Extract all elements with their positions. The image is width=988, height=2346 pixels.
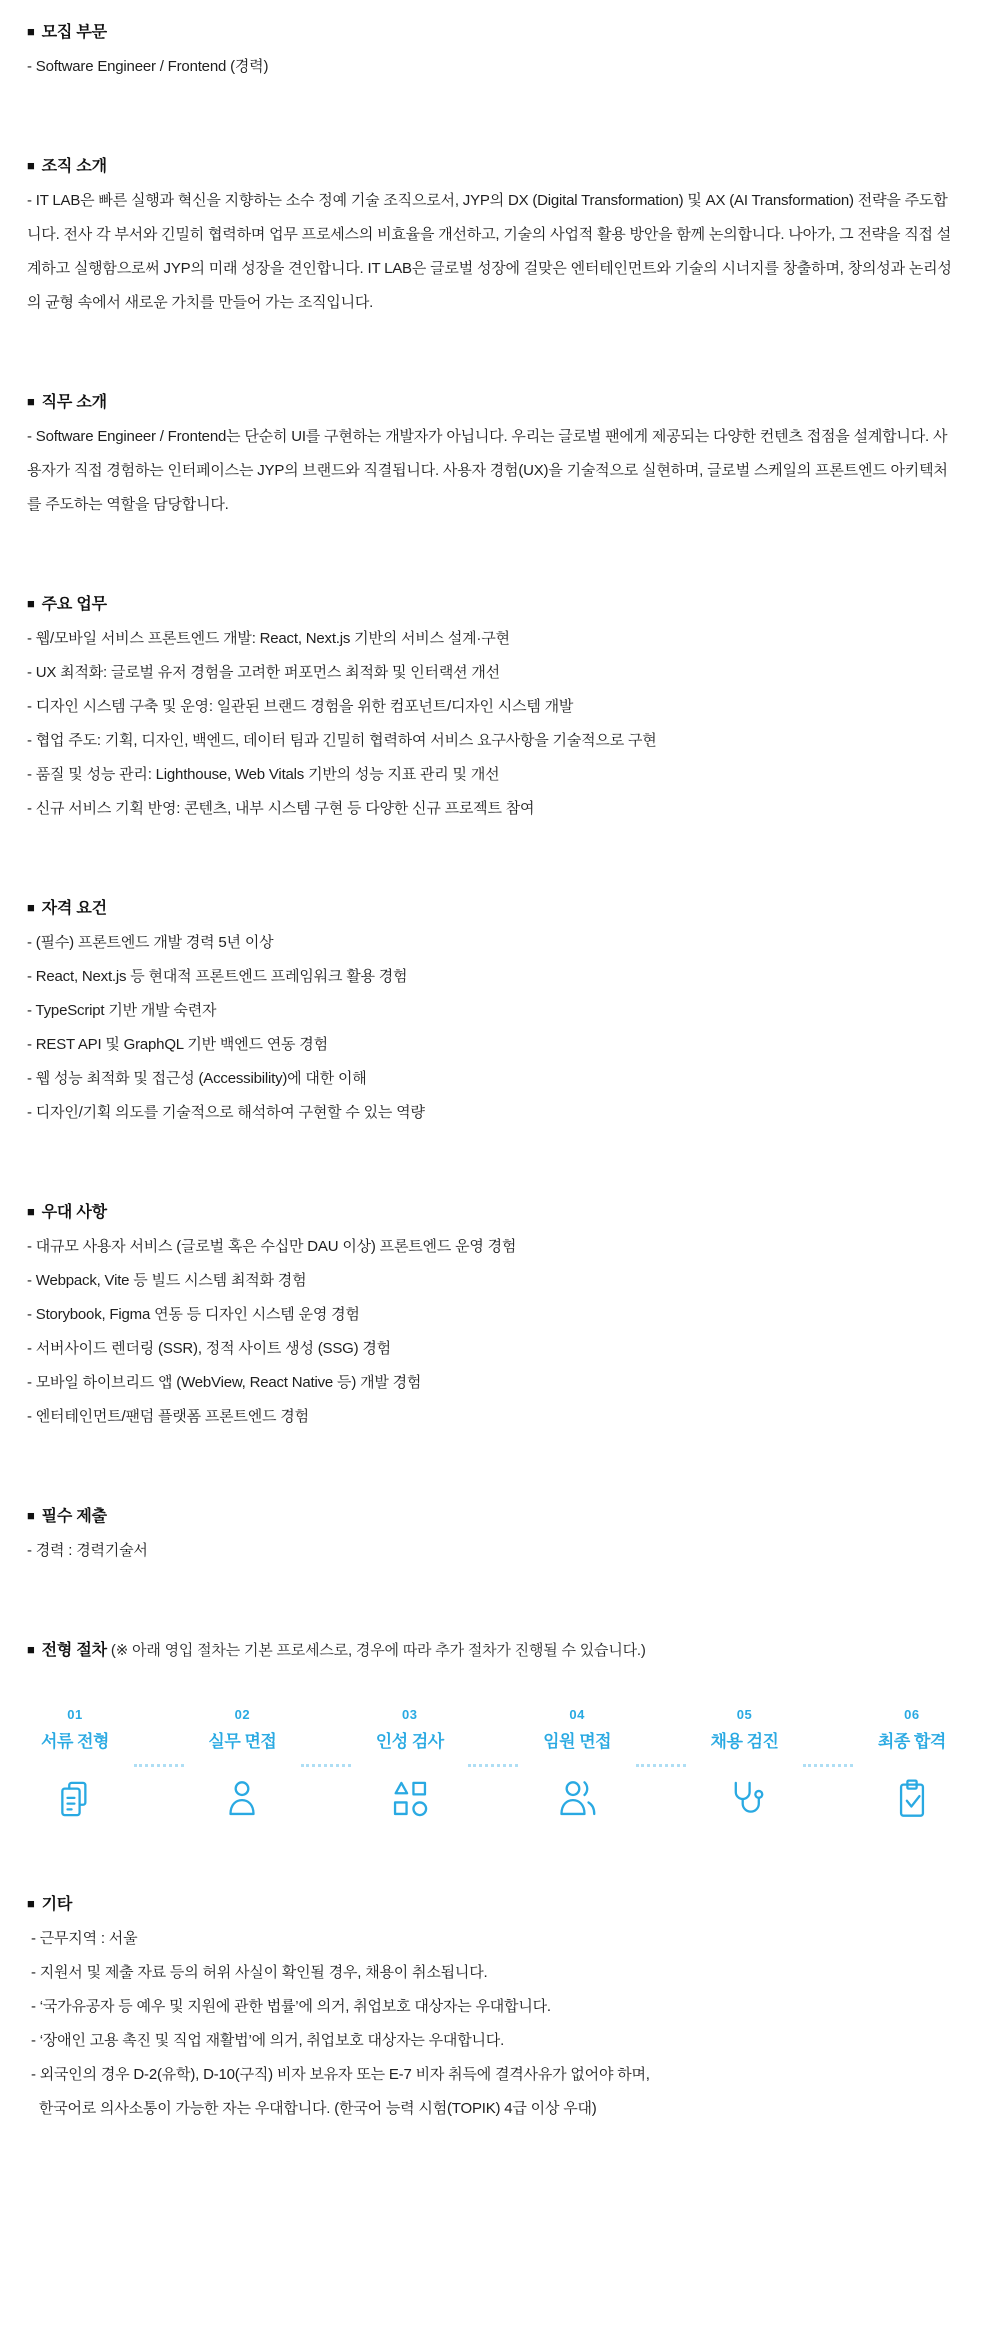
section-item: - (필수) 프론트엔드 개발 경력 5년 이상 bbox=[27, 934, 274, 951]
process-step-label: 인성 검사 bbox=[375, 1732, 444, 1751]
section-item: - 외국인의 경우 D-2(유학), D-10(구직) 비자 보유자 또는 E-7 비자 취득에 결격사유가 없어야 하며, bbox=[27, 2066, 650, 2083]
process-step-02 bbox=[194, 1708, 290, 1822]
section-title: 주요 업무 bbox=[41, 596, 107, 613]
section-job-intro bbox=[27, 386, 960, 522]
section-item: - 웹/모바일 서비스 프론트엔드 개발: React, Next.js 기반의 서비스 설계·구현 bbox=[27, 630, 510, 647]
job-posting-document bbox=[27, 16, 960, 2126]
process-note: (※ 아래 영입 절차는 기본 프로세스로, 경우에 따라 추가 절차가 진행될 수 있습니다.) bbox=[106, 1642, 646, 1659]
section-item: - UX 최적화: 글로벌 유저 경험을 고려한 퍼포먼스 최적화 및 인터랙션 개선 bbox=[27, 664, 500, 681]
section-marker-icon: ■ bbox=[27, 1204, 35, 1219]
section-item: - 지원서 및 제출 자료 등의 허위 사실이 확인될 경우, 채용이 취소됩니다. bbox=[27, 1964, 488, 1981]
section-item: - 모바일 하이브리드 앱 (WebView, React Native 등) 개발 경험 bbox=[27, 1374, 422, 1391]
section-heading-recruiting-field bbox=[27, 16, 960, 50]
people-icon bbox=[554, 1776, 600, 1822]
section-heading-preferred bbox=[27, 1196, 960, 1230]
section-title: 직무 소개 bbox=[41, 394, 107, 411]
section-item: - TypeScript 기반 개발 숙련자 bbox=[27, 1002, 217, 1019]
section-item: - 디자인 시스템 구축 및 운영: 일관된 브랜드 경험을 위한 컴포넌트/디자인 시스템 개발 bbox=[27, 698, 574, 715]
section-others bbox=[27, 1888, 960, 2126]
process-step-05 bbox=[697, 1708, 793, 1822]
process-step-number: 04 bbox=[569, 1707, 585, 1722]
section-item: - 경력 : 경력기술서 bbox=[27, 1542, 148, 1559]
process-step-06 bbox=[864, 1708, 960, 1822]
section-title: 전형 절차 bbox=[41, 1642, 107, 1659]
process-step-separator bbox=[134, 1764, 184, 1767]
documents-icon bbox=[52, 1776, 98, 1822]
section-heading-organization-intro bbox=[27, 150, 960, 184]
hiring-process-strip bbox=[27, 1708, 960, 1822]
process-step-01 bbox=[27, 1708, 123, 1822]
section-item: - 웹 성능 최적화 및 접근성 (Accessibility)에 대한 이해 bbox=[27, 1070, 367, 1087]
section-organization-intro bbox=[27, 150, 960, 320]
process-step-number: 03 bbox=[402, 1707, 418, 1722]
process-step-03 bbox=[362, 1708, 458, 1822]
section-heading-job-intro bbox=[27, 386, 960, 420]
process-step-separator bbox=[301, 1764, 351, 1767]
section-item: - 협업 주도: 기획, 디자인, 백엔드, 데이터 팀과 긴밀히 협력하여 서비스 요구사항을 기술적으로 구현 bbox=[27, 732, 657, 749]
section-heading-qualifications bbox=[27, 892, 960, 926]
section-item: - ‘국가유공자 등 예우 및 지원에 관한 법률’에 의거, 취업보호 대상자는 우대합니다. bbox=[27, 1998, 551, 2015]
section-heading-required-submission bbox=[27, 1500, 960, 1534]
section-title: 자격 요건 bbox=[41, 900, 107, 917]
section-item: - 근무지역 : 서울 bbox=[27, 1930, 138, 1947]
person-icon bbox=[219, 1776, 265, 1822]
process-step-number: 02 bbox=[234, 1707, 251, 1722]
clipboard-check-icon bbox=[889, 1776, 935, 1822]
process-step-separator bbox=[468, 1764, 518, 1767]
section-marker-icon: ■ bbox=[27, 394, 35, 409]
process-step-label: 서류 전형 bbox=[41, 1732, 109, 1751]
section-main-tasks bbox=[27, 588, 960, 826]
process-step-label: 채용 검진 bbox=[710, 1732, 779, 1751]
section-title: 기타 bbox=[41, 1896, 73, 1913]
stethoscope-icon bbox=[722, 1776, 768, 1822]
section-title: 모집 부문 bbox=[41, 24, 107, 41]
section-recruiting-field bbox=[27, 16, 960, 84]
process-step-number: 01 bbox=[67, 1707, 83, 1722]
process-step-04 bbox=[529, 1708, 625, 1822]
process-step-separator bbox=[636, 1764, 686, 1767]
section-item: - 신규 서비스 기획 반영: 콘텐츠, 내부 시스템 구현 등 다양한 신규 프로젝트 참여 bbox=[27, 800, 535, 817]
section-marker-icon: ■ bbox=[27, 1508, 35, 1523]
section-marker-icon: ■ bbox=[27, 1896, 35, 1911]
section-item: - 품질 및 성능 관리: Lighthouse, Web Vitals 기반의 성능 지표 관리 및 개선 bbox=[27, 766, 500, 783]
section-required-submission bbox=[27, 1500, 960, 1568]
section-item: - IT LAB은 빠른 실행과 혁신을 지향하는 소수 정예 기술 조직으로서, JYP의 DX (Digital Transformation) 및 AX (AI Transformation) 전략을 주도합니다. 전사 각 부서와 긴밀히 협력하며 업무 프로세스의 비효율을 개선하고, 기술의 사업적 활용 방안을 함께 논의합니다. 나아가, 그 전략을 직접 설계하고 실행함으로써 JYP의 미래 성장을 견인합니다. IT LAB은 글로벌 성장에 걸맞은 엔터테인먼트와 기술의 시너지를 창출하며, 창의성과 논리성의 균형 속에서 새로운 가치를 만들어 가는 조직입니다. bbox=[27, 192, 952, 311]
section-title: 우대 사항 bbox=[41, 1204, 107, 1221]
section-qualifications bbox=[27, 892, 960, 1130]
section-item: - Software Engineer / Frontend (경력) bbox=[27, 58, 269, 75]
section-heading-others bbox=[27, 1888, 960, 1922]
section-item: - Storybook, Figma 연동 등 디자인 시스템 운영 경험 bbox=[27, 1306, 360, 1323]
process-step-number: 06 bbox=[904, 1707, 920, 1722]
section-item: - REST API 및 GraphQL 기반 백엔드 연동 경험 bbox=[27, 1036, 328, 1053]
section-marker-icon: ■ bbox=[27, 900, 35, 915]
section-marker-icon: ■ bbox=[27, 596, 35, 611]
process-step-number: 05 bbox=[736, 1707, 753, 1722]
section-item: - Software Engineer / Frontend는 단순히 UI를 구현하는 개발자가 아닙니다. 우리는 글로벌 팬에게 제공되는 다양한 컨텐츠 접점을 설계합니다. 사용자가 직접 경험하는 인터페이스는 JYP의 브랜드와 직결됩니다. 사용자 경험(UX)을 기술적으로 실현하며, 글로벌 스케일의 프론트엔드 아키텍처를 주도하는 역할을 담당합니다. bbox=[27, 428, 948, 513]
section-title: 필수 제출 bbox=[41, 1508, 107, 1525]
section-heading-hiring-process bbox=[27, 1634, 960, 1668]
section-marker-icon: ■ bbox=[27, 158, 35, 173]
section-item: - 서버사이드 렌더링 (SSR), 정적 사이트 생성 (SSG) 경험 bbox=[27, 1340, 391, 1357]
section-hiring-process bbox=[27, 1634, 960, 1822]
section-preferred bbox=[27, 1196, 960, 1434]
process-step-label: 임원 면접 bbox=[543, 1732, 612, 1751]
section-item: - ‘장애인 고용 촉진 및 직업 재활법’에 의거, 취업보호 대상자는 우대합니다. bbox=[27, 2032, 505, 2049]
section-item: - Webpack, Vite 등 빌드 시스템 최적화 경험 bbox=[27, 1272, 307, 1289]
section-heading-main-tasks bbox=[27, 588, 960, 622]
section-marker-icon: ■ bbox=[27, 24, 35, 39]
process-step-label: 실무 면접 bbox=[208, 1732, 277, 1751]
section-item: - 디자인/기획 의도를 기술적으로 해석하여 구현할 수 있는 역량 bbox=[27, 1104, 425, 1121]
section-item: 한국어로 의사소통이 가능한 자는 우대합니다. (한국어 능력 시험(TOPIK) 4급 이상 우대) bbox=[27, 2100, 597, 2117]
section-item: - React, Next.js 등 현대적 프론트엔드 프레임워크 활용 경험 bbox=[27, 968, 408, 985]
section-marker-icon: ■ bbox=[27, 1642, 35, 1657]
section-item: - 엔터테인먼트/팬덤 플랫폼 프론트엔드 경험 bbox=[27, 1408, 309, 1425]
section-title: 조직 소개 bbox=[41, 158, 107, 175]
shapes-icon bbox=[387, 1776, 433, 1822]
process-step-separator bbox=[803, 1764, 853, 1767]
section-item: - 대규모 사용자 서비스 (글로벌 혹은 수십만 DAU 이상) 프론트엔드 운영 경험 bbox=[27, 1238, 517, 1255]
process-step-label: 최종 합격 bbox=[877, 1732, 946, 1751]
